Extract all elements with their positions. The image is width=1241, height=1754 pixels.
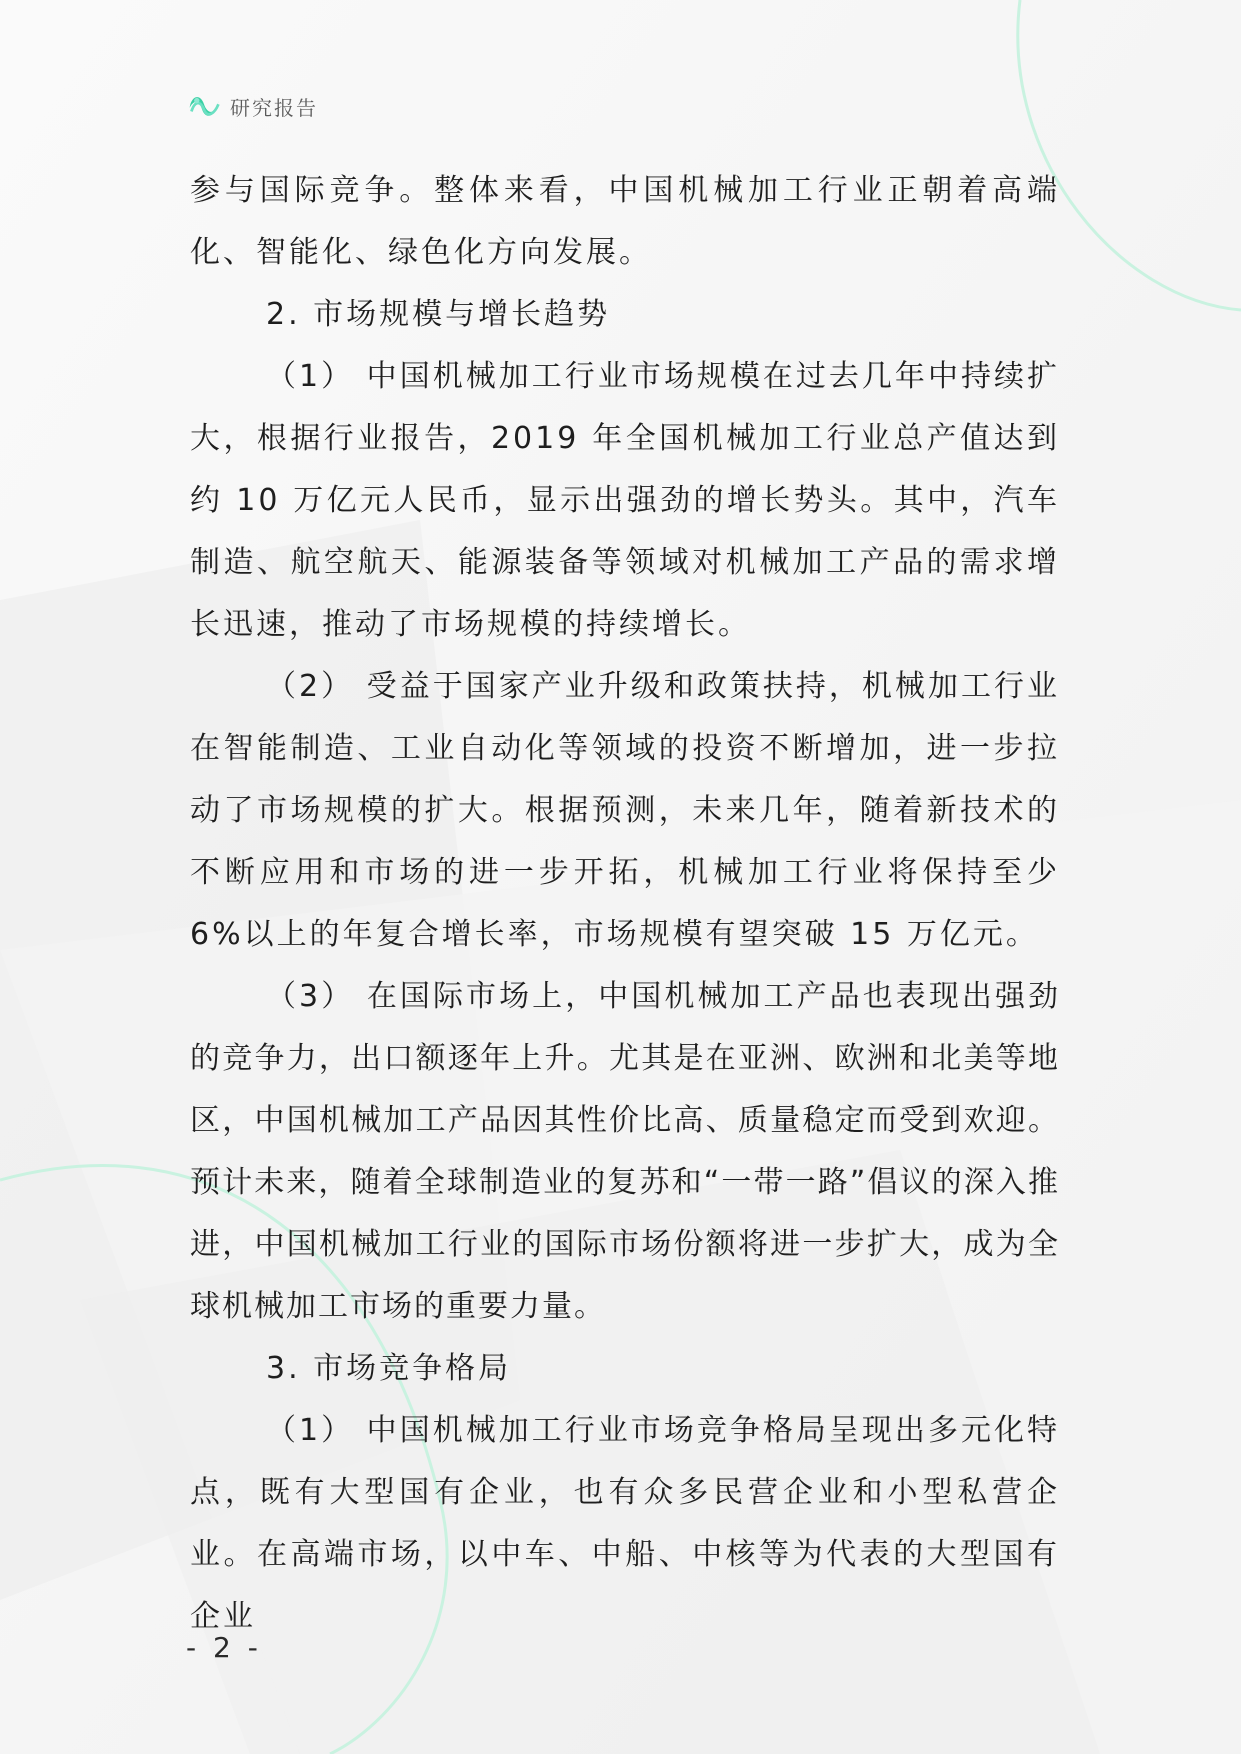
brand-logo-icon <box>186 88 222 124</box>
report-header <box>186 88 318 124</box>
paragraph-market-size-2: （2） 受益于国家产业升级和政策扶持，机械加工行业在智能制造、工业自动化等领域的投资不断增加，进一步拉动了市场规模的扩大。根据预测，未来几年，随着新技术的不断应用和市场的进一步开拓，机械加工行业将保持至少 6%以上的年复合增长率，市场规模有望突破 15 万亿元。 <box>190 669 1060 952</box>
paragraph-competition-1: （1） 中国机械加工行业市场竞争格局呈现出多元化特点，既有大型国有企业，也有众多民营企业和小型私营企业。在高端市场，以中车、中船、中核等为代表的大型国有企业 <box>190 1413 1060 1634</box>
section-heading-competition: 3. 市场竞争格局 <box>266 1351 512 1386</box>
page-number: - 2 - <box>186 1631 262 1664</box>
paragraph-market-size-1: （1） 中国机械加工行业市场规模在过去几年中持续扩大，根据行业报告，2019 年全国机械加工行业总产值达到约 10 万亿元人民币，显示出强劲的增长势头。其中，汽车制造、航空航天、能源装备等领域对机械加工产品的需求增长迅速，推动了市场规模的持续增长。 <box>190 359 1060 642</box>
paragraph-intro-continuation: 参与国际竞争。整体来看，中国机械加工行业正朝着高端化、智能化、绿色化方向发展。 <box>190 173 1060 270</box>
header-title: 研究报告 <box>230 95 318 120</box>
section-heading-market-size: 2. 市场规模与增长趋势 <box>266 297 611 332</box>
document-body <box>190 160 1060 1648</box>
paragraph-market-size-3: （3） 在国际市场上，中国机械加工产品也表现出强劲的竞争力，出口额逐年上升。尤其是在亚洲、欧洲和北美等地区，中国机械加工产品因其性价比高、质量稳定而受到欢迎。预计未来，随着全球制造业的复苏和“一带一路”倡议的深入推进，中国机械加工行业的国际市场份额将进一步扩大，成为全球机械加工市场的重要力量。 <box>190 979 1060 1324</box>
